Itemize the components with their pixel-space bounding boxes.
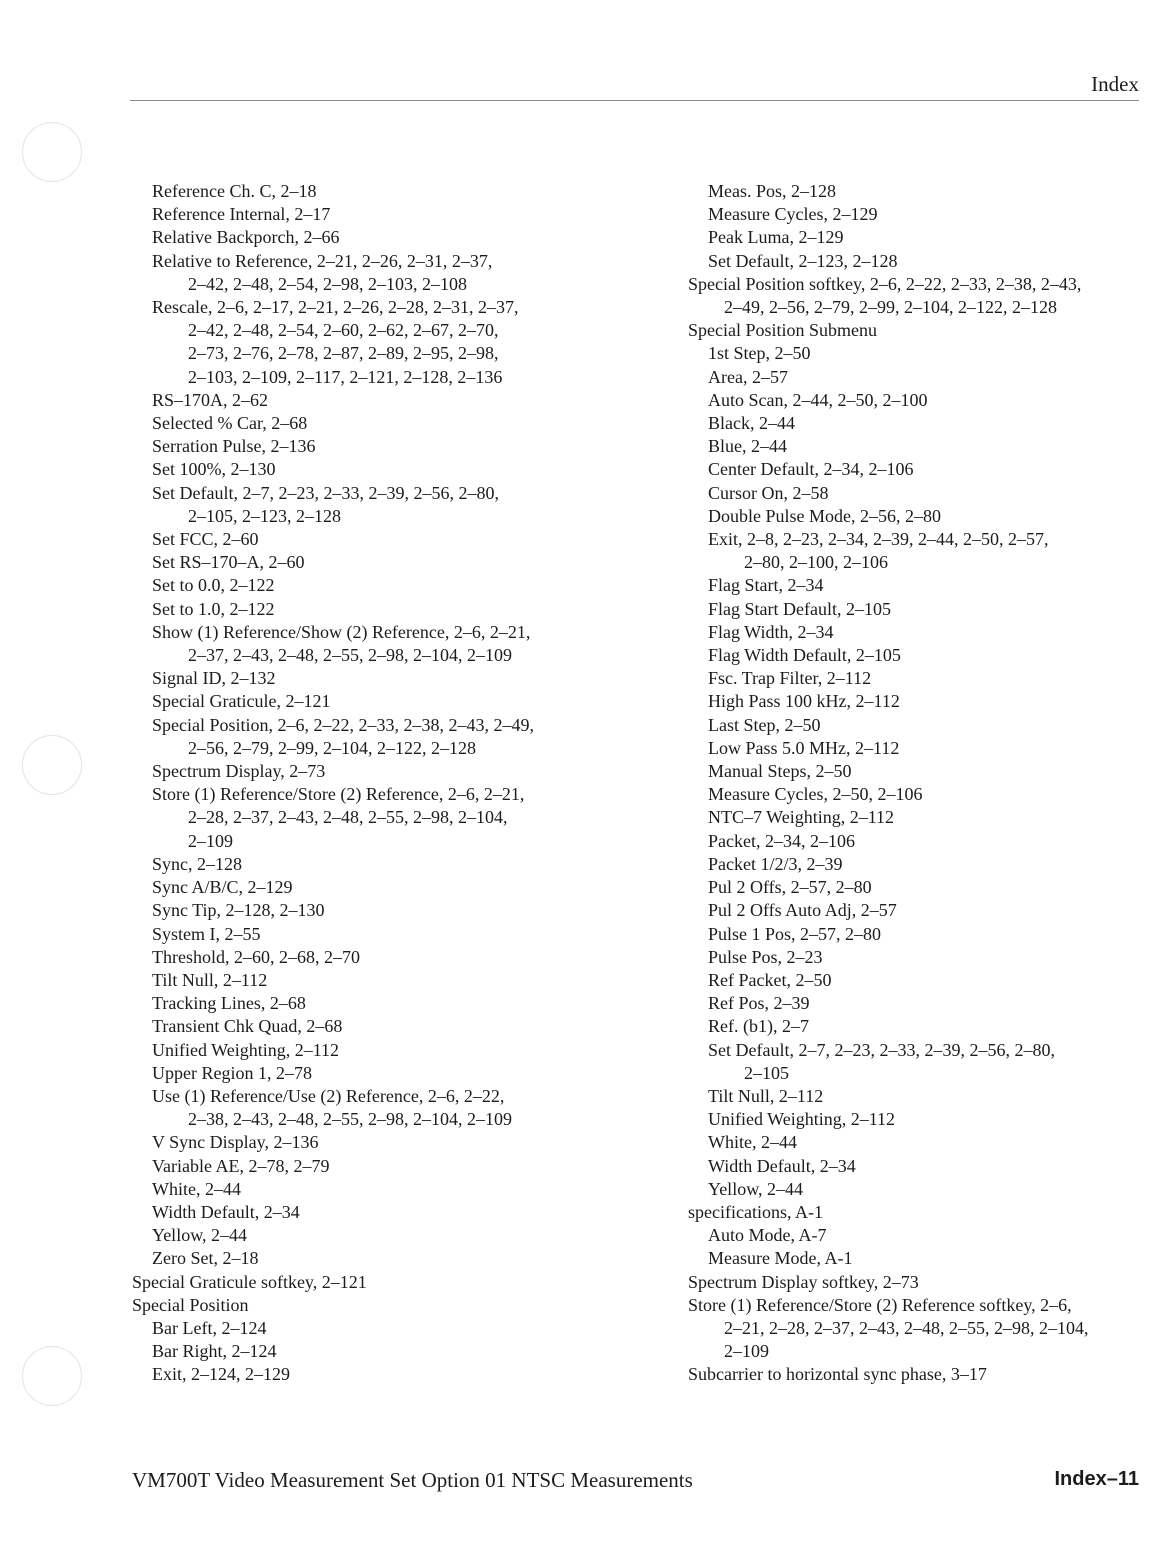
index-entry-text: Set Default, 2–7, 2–23, 2–33, 2–39, 2–56, 2–80, <box>152 482 499 503</box>
index-subentry <box>132 621 632 667</box>
index-subentry <box>132 412 632 435</box>
index-subentry <box>688 203 1148 226</box>
index-subentry <box>688 482 1148 505</box>
index-entry-continuation: 2–105, 2–123, 2–128 <box>188 505 341 526</box>
index-entry-continuation: 2–42, 2–48, 2–54, 2–98, 2–103, 2–108 <box>188 273 467 294</box>
index-entry-text: White, 2–44 <box>708 1132 797 1153</box>
index-subentry <box>688 1155 1148 1178</box>
index-entry-text: Special Graticule softkey, 2–121 <box>132 1271 367 1292</box>
index-entry-text: Yellow, 2–44 <box>708 1178 804 1199</box>
index-entry-text: Pulse Pos, 2–23 <box>708 946 823 967</box>
index-subentry <box>132 1015 632 1038</box>
index-entry-continuation: 2–28, 2–37, 2–43, 2–48, 2–55, 2–98, 2–104, <box>188 807 508 828</box>
index-subentry <box>132 250 632 296</box>
index-subentry <box>132 992 632 1015</box>
index-subentry <box>688 644 1148 667</box>
index-subentry <box>688 992 1148 1015</box>
index-subentry <box>132 853 632 876</box>
index-subentry <box>688 458 1148 481</box>
index-entry <box>688 1271 1148 1294</box>
index-subentry <box>132 598 632 621</box>
index-subentry <box>132 1062 632 1085</box>
index-subentry <box>688 1015 1148 1038</box>
index-entry-text: Center Default, 2–34, 2–106 <box>708 459 914 480</box>
index-entry-text: 1st Step, 2–50 <box>708 343 811 364</box>
index-subentry <box>688 1131 1148 1154</box>
index-subentry <box>132 923 632 946</box>
index-subentry <box>132 1317 632 1340</box>
index-entry-text: Special Position <box>132 1294 249 1315</box>
index-entry-text: Auto Mode, A-7 <box>708 1225 827 1246</box>
index-entry-text: Spectrum Display, 2–73 <box>152 761 326 782</box>
index-entry-text: Sync, 2–128 <box>152 853 242 874</box>
index-entry-text: Spectrum Display softkey, 2–73 <box>688 1271 919 1292</box>
index-entry-text: Special Position softkey, 2–6, 2–22, 2–33, 2–38, 2–43, <box>688 273 1082 294</box>
index-entry-text: Rescale, 2–6, 2–17, 2–21, 2–26, 2–28, 2–31, 2–37, <box>152 297 519 318</box>
index-subentry <box>688 946 1148 969</box>
index-entry <box>132 1271 632 1294</box>
index-subentry <box>688 1224 1148 1247</box>
index-entry-text: Unified Weighting, 2–112 <box>152 1039 340 1060</box>
binder-hole-middle <box>22 735 82 795</box>
index-subentry <box>688 969 1148 992</box>
index-entry-text: Measure Cycles, 2–129 <box>708 204 878 225</box>
index-entry-text: Ref Pos, 2–39 <box>708 993 810 1014</box>
index-entry-text: Packet 1/2/3, 2–39 <box>708 853 843 874</box>
index-entry-text: Special Position Submenu <box>688 320 877 341</box>
index-entry <box>688 1294 1148 1364</box>
index-entry-text: Cursor On, 2–58 <box>708 482 829 503</box>
index-entry-text: Flag Start Default, 2–105 <box>708 598 891 619</box>
index-entry-text: Blue, 2–44 <box>708 436 787 457</box>
index-entry-text: Threshold, 2–60, 2–68, 2–70 <box>152 946 360 967</box>
page-header-title: Index <box>1091 72 1139 96</box>
index-entry-text: Tilt Null, 2–112 <box>708 1085 824 1106</box>
index-entry-text: Ref. (b1), 2–7 <box>708 1016 809 1037</box>
index-entry-text: Reference Ch. C, 2–18 <box>152 181 317 201</box>
header-divider <box>130 100 1139 101</box>
index-subentry <box>132 1363 632 1386</box>
index-entry-text: Zero Set, 2–18 <box>152 1248 259 1269</box>
index-entry-text: Exit, 2–124, 2–129 <box>152 1364 290 1385</box>
index-entry-text: Selected % Car, 2–68 <box>152 413 308 434</box>
index-entry-text: Relative Backporch, 2–66 <box>152 227 340 248</box>
index-entry-continuation: 2–38, 2–43, 2–48, 2–55, 2–98, 2–104, 2–109 <box>188 1109 512 1130</box>
index-entry-text: NTC–7 Weighting, 2–112 <box>708 807 895 828</box>
index-column-left <box>132 180 632 1387</box>
index-entry-continuation: 2–73, 2–76, 2–78, 2–87, 2–89, 2–95, 2–98, <box>188 343 499 364</box>
index-subentry <box>688 806 1148 829</box>
index-entry-text: Packet, 2–34, 2–106 <box>708 830 855 851</box>
index-subentry <box>132 1201 632 1224</box>
index-subentry <box>688 737 1148 760</box>
index-entry-continuation: 2–105 <box>744 1062 789 1083</box>
index-entry-text: Special Position, 2–6, 2–22, 2–33, 2–38, 2–43, 2–49, <box>152 714 534 735</box>
index-subentry <box>688 342 1148 365</box>
binder-hole-top <box>22 122 82 182</box>
index-subentry <box>132 1178 632 1201</box>
index-subentry <box>132 1039 632 1062</box>
index-entry-text: Yellow, 2–44 <box>152 1225 248 1246</box>
index-entry-text: Pulse 1 Pos, 2–57, 2–80 <box>708 923 882 944</box>
index-entry <box>688 1363 1148 1386</box>
index-entry-text: Set FCC, 2–60 <box>152 529 259 550</box>
index-entry-text: System I, 2–55 <box>152 923 261 944</box>
index-subentry <box>132 1224 632 1247</box>
index-subentry <box>688 574 1148 597</box>
index-entry-text: Transient Chk Quad, 2–68 <box>152 1016 343 1037</box>
index-subentry <box>688 180 1148 203</box>
index-entry-continuation: 2–56, 2–79, 2–99, 2–104, 2–122, 2–128 <box>188 737 476 758</box>
index-entry-text: Measure Mode, A-1 <box>708 1248 853 1269</box>
index-subentry <box>132 1340 632 1363</box>
index-entry-text: Reference Internal, 2–17 <box>152 204 331 225</box>
index-entry-text: Upper Region 1, 2–78 <box>152 1062 312 1083</box>
index-subentry <box>688 899 1148 922</box>
index-entry-continuation: 2–80, 2–100, 2–106 <box>744 552 888 573</box>
index-entry-text: Show (1) Reference/Show (2) Reference, 2–6, 2–21, <box>152 621 531 642</box>
index-entry-text: Width Default, 2–34 <box>152 1201 300 1222</box>
index-subentry <box>132 482 632 528</box>
index-entry-text: Ref Packet, 2–50 <box>708 969 832 990</box>
index-entry-text: Width Default, 2–34 <box>708 1155 856 1176</box>
index-entry-text: Flag Start, 2–34 <box>708 575 824 596</box>
index-subentry <box>132 714 632 760</box>
index-entry-text: Peak Luma, 2–129 <box>708 227 844 248</box>
index-subentry <box>688 690 1148 713</box>
index-entry-text: Sync A/B/C, 2–129 <box>152 877 293 898</box>
index-entry-text: Set RS–170–A, 2–60 <box>152 552 305 573</box>
index-subentry <box>688 667 1148 690</box>
index-subentry <box>688 528 1148 574</box>
index-entry-text: Variable AE, 2–78, 2–79 <box>152 1155 330 1176</box>
index-subentry <box>132 1155 632 1178</box>
index-subentry <box>688 366 1148 389</box>
index-entry-text: RS–170A, 2–62 <box>152 389 269 410</box>
index-entry-continuation: 2–42, 2–48, 2–54, 2–60, 2–62, 2–67, 2–70, <box>188 320 499 341</box>
index-entry-text: Area, 2–57 <box>708 366 788 387</box>
index-subentry <box>132 969 632 992</box>
index-entry-continuation: 2–21, 2–28, 2–37, 2–43, 2–48, 2–55, 2–98, 2–104, <box>724 1317 1089 1338</box>
index-subentry <box>688 1108 1148 1131</box>
index-entry-text: Fsc. Trap Filter, 2–112 <box>708 668 872 689</box>
index-entry-text: White, 2–44 <box>152 1178 241 1199</box>
index-entry-text: Manual Steps, 2–50 <box>708 761 852 782</box>
index-subentry <box>688 830 1148 853</box>
index-entry-text: Exit, 2–8, 2–23, 2–34, 2–39, 2–44, 2–50, 2–57, <box>708 529 1049 550</box>
index-entry-text: Relative to Reference, 2–21, 2–26, 2–31, 2–37, <box>152 250 493 271</box>
index-entry-text: Measure Cycles, 2–50, 2–106 <box>708 784 923 805</box>
index-subentry <box>688 389 1148 412</box>
index-subentry <box>132 667 632 690</box>
index-subentry <box>132 574 632 597</box>
index-subentry <box>688 505 1148 528</box>
index-subentry <box>688 760 1148 783</box>
index-subentry <box>688 250 1148 273</box>
index-entry-text: Bar Right, 2–124 <box>152 1341 277 1362</box>
index-entry <box>132 1294 632 1317</box>
index-subentry <box>132 226 632 249</box>
index-entry <box>688 319 1148 342</box>
index-subentry <box>688 714 1148 737</box>
index-entry-text: Set 100%, 2–130 <box>152 459 276 480</box>
index-entry-text: Set to 1.0, 2–122 <box>152 598 275 619</box>
index-entry-text: Sync Tip, 2–128, 2–130 <box>152 900 325 921</box>
index-entry-text: Last Step, 2–50 <box>708 714 821 735</box>
index-entry-continuation: 2–109 <box>188 830 233 851</box>
index-subentry <box>688 923 1148 946</box>
index-entry-text: Tilt Null, 2–112 <box>152 969 268 990</box>
index-entry-text: Pul 2 Offs, 2–57, 2–80 <box>708 877 872 898</box>
index-subentry <box>132 690 632 713</box>
index-column-right <box>688 180 1148 1387</box>
index-entry-text: High Pass 100 kHz, 2–112 <box>708 691 900 712</box>
index-subentry <box>132 1131 632 1154</box>
index-entry-text: Store (1) Reference/Store (2) Reference softkey, 2–6, <box>688 1294 1072 1315</box>
index-subentry <box>132 458 632 481</box>
index-subentry <box>688 1039 1148 1085</box>
index-entry-text: Bar Left, 2–124 <box>152 1317 267 1338</box>
index-subentry <box>688 435 1148 458</box>
index-subentry <box>688 1178 1148 1201</box>
index-entry-continuation: 2–103, 2–109, 2–117, 2–121, 2–128, 2–136 <box>188 366 503 387</box>
index-subentry <box>688 598 1148 621</box>
index-entry-text: Store (1) Reference/Store (2) Reference, 2–6, 2–21, <box>152 784 525 805</box>
index-entry-text: Use (1) Reference/Use (2) Reference, 2–6, 2–22, <box>152 1085 505 1106</box>
index-entry-text: Special Graticule, 2–121 <box>152 691 331 712</box>
index-entry-text: V Sync Display, 2–136 <box>152 1132 319 1153</box>
index-subentry <box>688 876 1148 899</box>
index-subentry <box>132 760 632 783</box>
index-subentry <box>132 1085 632 1131</box>
index-subentry <box>688 853 1148 876</box>
index-subentry <box>132 551 632 574</box>
index-entry-text: Black, 2–44 <box>708 413 795 434</box>
index-entry-text: Unified Weighting, 2–112 <box>708 1109 896 1130</box>
index-entry <box>688 1201 1148 1224</box>
index-entry-text: Pul 2 Offs Auto Adj, 2–57 <box>708 900 897 921</box>
index-entry-text: Double Pulse Mode, 2–56, 2–80 <box>708 505 941 526</box>
index-subentry <box>132 899 632 922</box>
index-subentry <box>688 1085 1148 1108</box>
index-entry-text: Tracking Lines, 2–68 <box>152 993 306 1014</box>
index-subentry <box>688 783 1148 806</box>
index-entry-text: specifications, A-1 <box>688 1201 823 1222</box>
binder-hole-bottom <box>22 1346 82 1406</box>
index-subentry <box>132 180 632 203</box>
index-entry-continuation: 2–109 <box>724 1341 769 1362</box>
index-subentry <box>132 528 632 551</box>
index-subentry <box>688 1247 1148 1270</box>
index-subentry <box>132 296 632 389</box>
index-subentry <box>132 876 632 899</box>
index-subentry <box>688 621 1148 644</box>
index-entry-text: Set Default, 2–123, 2–128 <box>708 250 898 271</box>
index-entry <box>688 273 1148 319</box>
index-entry-text: Flag Width, 2–34 <box>708 621 834 642</box>
footer-document-title: VM700T Video Measurement Set Option 01 NTSC Measurements <box>132 1468 693 1492</box>
index-entry-text: Flag Width Default, 2–105 <box>708 645 901 666</box>
index-entry-text: Set Default, 2–7, 2–23, 2–33, 2–39, 2–56, 2–80, <box>708 1039 1055 1060</box>
index-subentry <box>132 783 632 853</box>
index-entry-continuation: 2–49, 2–56, 2–79, 2–99, 2–104, 2–122, 2–128 <box>724 297 1057 318</box>
index-subentry <box>132 1247 632 1270</box>
index-entry-continuation: 2–37, 2–43, 2–48, 2–55, 2–98, 2–104, 2–109 <box>188 645 512 666</box>
index-entry-text: Serration Pulse, 2–136 <box>152 436 316 457</box>
index-entry-text: Signal ID, 2–132 <box>152 668 276 689</box>
index-subentry <box>688 412 1148 435</box>
index-entry-text: Subcarrier to horizontal sync phase, 3–17 <box>688 1364 987 1385</box>
index-subentry <box>688 226 1148 249</box>
index-subentry <box>132 389 632 412</box>
index-subentry <box>132 203 632 226</box>
index-entry-text: Meas. Pos, 2–128 <box>708 181 837 201</box>
index-entry-text: Set to 0.0, 2–122 <box>152 575 275 596</box>
index-subentry <box>132 435 632 458</box>
index-entry-text: Auto Scan, 2–44, 2–50, 2–100 <box>708 389 928 410</box>
index-subentry <box>132 946 632 969</box>
footer-page-number: Index–11 <box>1054 1468 1139 1490</box>
index-entry-text: Low Pass 5.0 MHz, 2–112 <box>708 737 900 758</box>
